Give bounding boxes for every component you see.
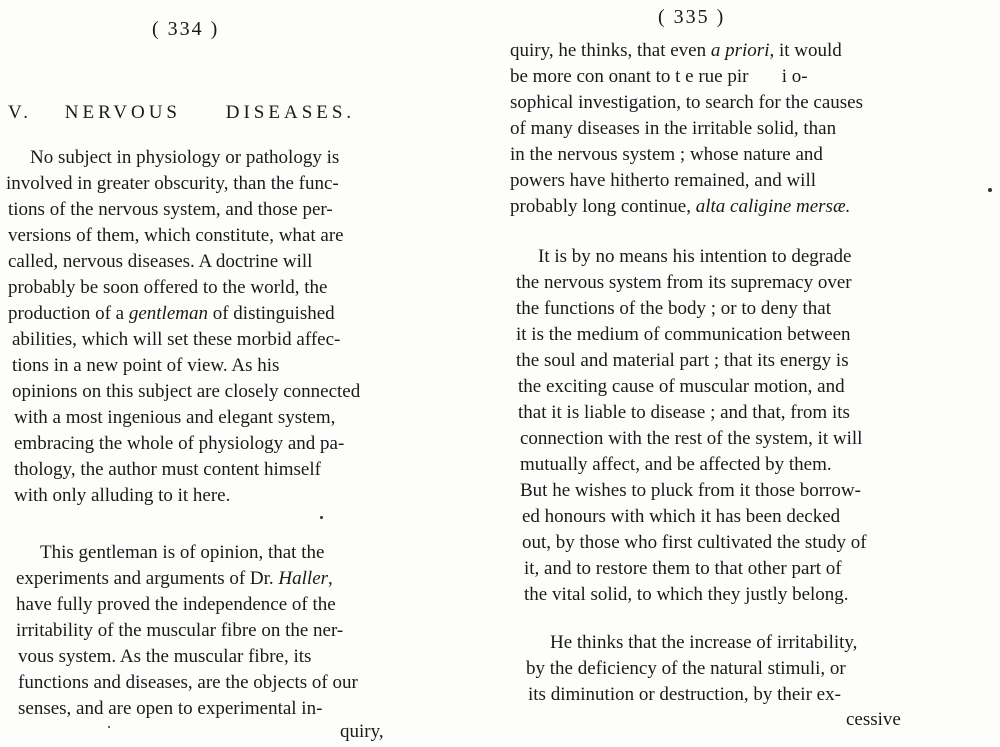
italic-run: a priori — [710, 40, 770, 61]
text-line: it is the medium of communication between — [516, 324, 851, 345]
text-line: the functions of the body ; or to deny that — [516, 298, 832, 319]
italic-run: gentleman — [128, 303, 208, 324]
text-line — [16, 566, 333, 592]
text-line: the vital solid, to which they justly belong. — [524, 584, 849, 605]
text-line: But he wishes to pluck from it those borrow- — [520, 480, 861, 501]
catchword: quiry, — [340, 721, 384, 742]
text-line: with only alluding to it here. — [14, 485, 231, 506]
page-number: ( 335 ) — [658, 6, 726, 28]
ink-speck — [320, 516, 323, 519]
page-number: ( 334 ) — [152, 18, 220, 40]
text-line: be more con onant to t e rue pir i o- — [510, 66, 808, 87]
italic-run: Haller — [278, 568, 329, 589]
text-line: connection with the rest of the system, it will — [520, 428, 863, 449]
text-line: probably be soon offered to the world, the — [8, 277, 328, 298]
text-run: of distinguished — [207, 303, 335, 324]
text-line — [510, 38, 842, 64]
right-page — [470, 0, 1000, 747]
text-line: with a most ingenious and elegant system, — [14, 407, 336, 428]
text-run: , — [328, 568, 333, 589]
section-title-word: NERVOUS — [64, 102, 181, 123]
text-line: called, nervous diseases. A doctrine will — [8, 251, 313, 272]
text-run: , it would — [769, 40, 842, 61]
text-line: tions of the nervous system, and those per- — [8, 199, 333, 220]
text-line: have fully proved the independence of the — [16, 594, 336, 615]
text-line — [510, 194, 850, 220]
text-line: senses, and are open to experimental in- — [18, 698, 323, 719]
section-number: V. — [8, 102, 33, 123]
text-line: functions and diseases, are the objects of our — [18, 672, 358, 693]
text-line: ed honours with which it has been decked — [522, 506, 841, 527]
text-line: the soul and material part ; that its energy is — [516, 350, 849, 371]
text-line: its diminution or destruction, by their ex- — [528, 684, 841, 705]
text-line: that it is liable to disease ; and that, from its — [518, 402, 850, 423]
text-run: production of a — [8, 303, 129, 324]
text-run: experiments and arguments of Dr. — [16, 568, 279, 589]
text-line: powers have hitherto remained, and will — [510, 170, 817, 191]
italic-run: alta caligine mersæ. — [695, 196, 851, 217]
text-line: sophical investigation, to search for the causes — [510, 92, 863, 113]
text-line: versions of them, which constitute, what are — [8, 225, 344, 246]
text-run: quiry, he thinks, that even — [510, 40, 711, 61]
text-line: involved in greater obscurity, than the func- — [6, 173, 339, 194]
text-line: thology, the author must content himself — [14, 459, 321, 480]
text-line: the nervous system from its supremacy over — [516, 272, 852, 293]
text-line: mutually affect, and be affected by them. — [520, 454, 832, 475]
ink-speck — [988, 188, 992, 192]
section-title-word: DISEASES. — [225, 102, 356, 123]
text-line: abilities, which will set these morbid affec- — [12, 329, 341, 350]
text-line: opinions on this subject are closely connected — [12, 381, 361, 402]
text-line — [8, 301, 335, 327]
text-line: the exciting cause of muscular motion, and — [518, 376, 845, 397]
text-line: embracing the whole of physiology and pa- — [14, 433, 345, 454]
text-line: irritability of the muscular fibre on the ner- — [16, 620, 344, 641]
ink-speck — [108, 726, 110, 728]
text-line: vous system. As the muscular fibre, its — [18, 646, 312, 667]
text-line: No subject in physiology or pathology is — [30, 147, 340, 168]
text-line: out, by those who first cultivated the study of — [522, 532, 867, 553]
text-line: tions in a new point of view. As his — [12, 355, 280, 376]
text-line: it, and to restore them to that other part of — [524, 558, 842, 579]
text-line: It is by no means his intention to degrade — [538, 246, 852, 267]
text-line: in the nervous system ; whose nature and — [510, 144, 823, 165]
text-line: of many diseases in the irritable solid, than — [510, 118, 837, 139]
catchword: cessive — [846, 709, 901, 730]
text-line: This gentleman is of opinion, that the — [40, 542, 325, 563]
text-line: by the deficiency of the natural stimuli, or — [526, 658, 846, 679]
left-page — [0, 0, 470, 747]
text-line: He thinks that the increase of irritability, — [550, 632, 858, 653]
section-heading — [8, 102, 355, 124]
text-run: probably long continue, — [510, 196, 696, 217]
